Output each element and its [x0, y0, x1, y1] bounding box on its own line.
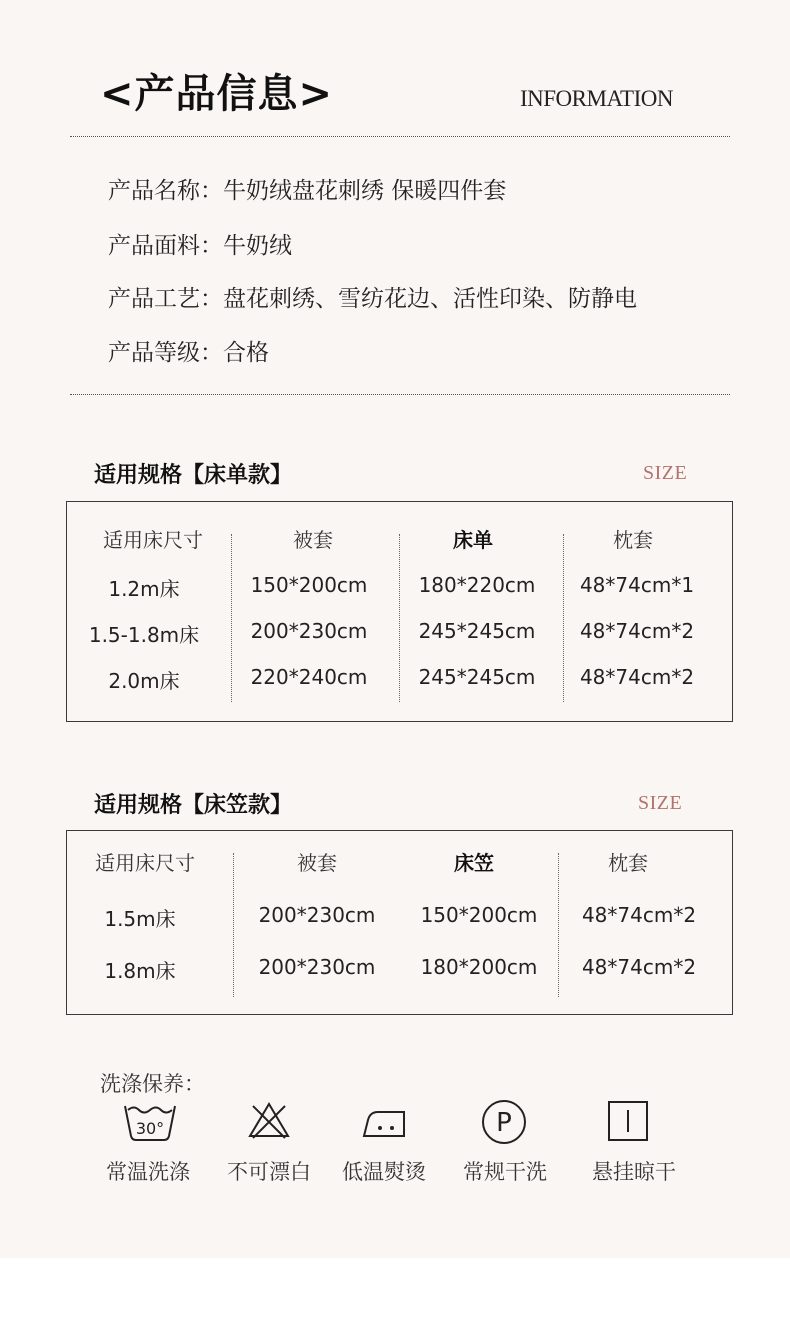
care-label-normal-wash: 常温洗涤: [106, 1160, 190, 1184]
table-cell: 245*245cm: [418, 619, 536, 643]
table-cell: 180*200cm: [420, 955, 538, 979]
column-divider: [233, 853, 234, 997]
fitted-section-title: 适用规格【床笠款】: [94, 793, 293, 818]
care-label-low-iron: 低温熨烫: [342, 1160, 426, 1184]
care-label-hang-dry: 悬挂晾干: [592, 1160, 676, 1184]
table-cell: 200*230cm: [258, 955, 376, 979]
care-label-no-bleach: 不可漂白: [227, 1160, 311, 1184]
column-divider: [399, 534, 400, 702]
sheet-section-title: 适用规格【床单款】: [94, 463, 293, 488]
information-label: INFORMATION: [520, 86, 673, 111]
table-cell: 48*74cm*2: [579, 665, 695, 689]
table-cell: 1.5m床: [104, 907, 176, 931]
fitted-size-label: SIZE: [638, 792, 683, 814]
column-divider: [231, 534, 232, 702]
table-cell: 1.5-1.8m床: [88, 623, 200, 647]
info-product-grade: 产品等级：合格: [108, 340, 269, 366]
wash-30-icon: [122, 1100, 178, 1144]
table-cell: 48*74cm*2: [581, 903, 697, 927]
page-title: <产品信息>: [100, 71, 334, 117]
dry-clean-letter: P: [496, 1108, 512, 1138]
divider-bottom: [70, 394, 730, 395]
no-bleach-icon: [241, 1100, 297, 1144]
low-iron-icon: [356, 1100, 412, 1144]
header-duvet: 被套: [293, 530, 333, 552]
header-pillowcase: 枕套: [613, 530, 653, 552]
divider-top: [70, 136, 730, 137]
header-duvet: 被套: [297, 853, 337, 875]
table-cell: 180*220cm: [418, 573, 536, 597]
header-bed-size: 适用床尺寸: [95, 853, 195, 875]
sheet-size-table: [66, 501, 733, 722]
sheet-size-label: SIZE: [643, 462, 688, 484]
table-cell: 150*200cm: [250, 573, 368, 597]
column-divider: [558, 853, 559, 997]
wash-temp-text: 30°: [135, 1119, 165, 1138]
info-product-fabric: 产品面料：牛奶绒: [108, 233, 292, 259]
table-cell: 150*200cm: [420, 903, 538, 927]
header-pillowcase: 枕套: [608, 853, 648, 875]
table-cell: 48*74cm*1: [579, 573, 695, 597]
care-label-dry-clean: 常规干洗: [463, 1160, 547, 1184]
table-cell: 1.8m床: [104, 959, 176, 983]
header-bed-size: 适用床尺寸: [103, 530, 203, 552]
column-divider: [563, 534, 564, 702]
dry-clean-p-icon: [476, 1098, 532, 1142]
table-cell: 200*230cm: [258, 903, 376, 927]
table-cell: 2.0m床: [108, 669, 180, 693]
table-cell: 48*74cm*2: [579, 619, 695, 643]
header-sheet: 床单: [453, 530, 493, 552]
fitted-size-table: [66, 830, 733, 1015]
care-title: 洗涤保养：: [100, 1072, 205, 1096]
table-cell: 48*74cm*2: [581, 955, 697, 979]
hang-dry-icon: [600, 1100, 656, 1144]
table-cell: 1.2m床: [108, 577, 180, 601]
table-cell: 245*245cm: [418, 665, 536, 689]
header-fitted-sheet: 床笠: [454, 853, 494, 875]
info-product-name: 产品名称：牛奶绒盘花刺绣 保暖四件套: [108, 178, 507, 204]
info-product-craft: 产品工艺：盘花刺绣、雪纺花边、活性印染、防静电: [108, 286, 637, 312]
table-cell: 200*230cm: [250, 619, 368, 643]
table-cell: 220*240cm: [250, 665, 368, 689]
